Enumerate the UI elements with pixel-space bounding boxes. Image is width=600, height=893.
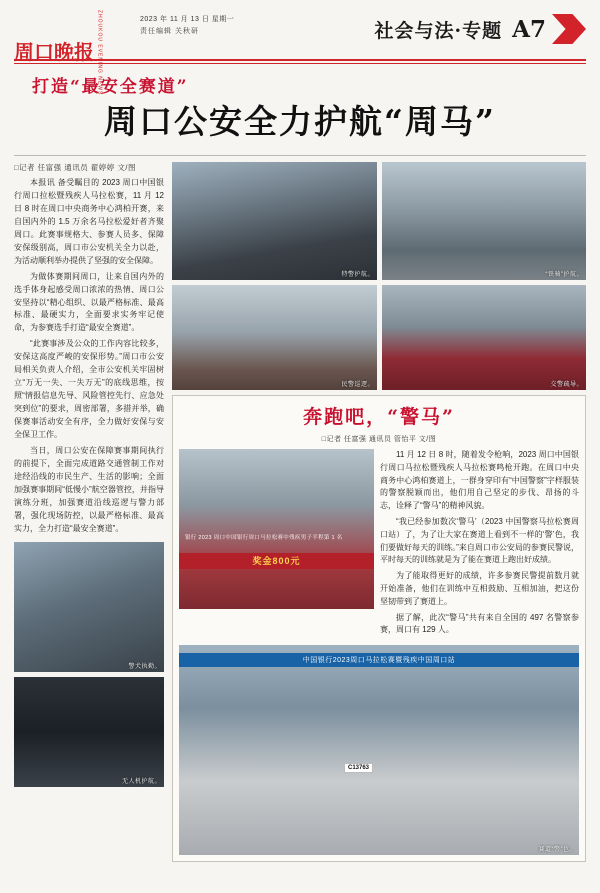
article-paragraph: 为做体赛期间周口，让来自国内外的选手体身起感受周口浓浓的热情、周口公安坚持以“精心组织、以最严格标准、最高标准、最硬实力，全面要求实务牢记使命，为参赛选手打造“最安全赛道”。: [14, 271, 164, 333]
photo-motorcycle-escort: [382, 162, 586, 280]
article-byline: □记者 任富强 通讯员 翟婷婷 文/图: [14, 162, 136, 172]
photo-caption: 无人机护航。: [121, 778, 161, 785]
right-column: [172, 162, 586, 862]
feature-paragraph: 据了解，此次“警马”共有来自全国的 497 名警察参赛，周口有 129 人。: [380, 612, 579, 635]
photo-caption: 特警护航。: [341, 271, 374, 278]
masthead-meta: [140, 10, 234, 38]
article-paragraph: “此赛事涉及公众的工作内容比较多，安保这高度严峻的安保形势。”周口市公安局相关负责人介绍，全市公安机关牢固树立“万无一失、一失万无”的底线思维，按照“情报信息先导、风险管控先行、应急处突到位”的要求，周密部署，多措并举，确保赛事活动安全有序，全力做好安保与安全保卫工作。: [14, 339, 164, 440]
award-prize-badge: 奖金800元: [179, 553, 374, 569]
newspaper-logo: [14, 10, 134, 95]
publication-date: 2023 年 11 月 13 日 星期一: [140, 16, 235, 23]
logo-subtitle: ZHOUKOU EVENING NEWS: [96, 10, 103, 96]
photo-caption: “铁骑”护航。: [545, 271, 583, 278]
photo-row-second: [172, 285, 586, 390]
headline-kicker: 打造“最安全赛道”: [32, 77, 189, 97]
feature-mid-row: [179, 449, 579, 640]
headline-divider: [14, 155, 586, 156]
feature-title: 奔跑吧，“警马”: [303, 405, 455, 428]
photo-police-vehicle-line: [172, 162, 377, 280]
masthead-section: [375, 10, 586, 44]
content-area: [14, 162, 586, 862]
photo-police-dog: [14, 542, 164, 672]
photo-traffic-banner: [382, 285, 586, 390]
article-paragraph: 本报讯 备受瞩目的 2023 周口中国银行周口拉松暨残疾人马拉松赛，11 月 12 日 8 时在周口中央商务中心鸿柏开赛，来自国内外的 1.5 万余名马拉松爱好者齐聚周口。此赛事规格大、参赛人员多、保障安保级别高，周口市公安机关全力以赴，为活动顺利举办提供了坚强的安全保障。: [14, 177, 164, 265]
photo-caption: 交警疏导。: [550, 381, 583, 388]
photo-marathon-runners: [179, 645, 579, 855]
photo-caption: 赛道“警”色。: [538, 846, 576, 853]
feature-article: [172, 395, 586, 862]
article-body: [14, 177, 164, 536]
logo-title: 周口晚报: [14, 40, 94, 65]
arch-banner-text: 中国银行2023周口马拉松赛暨残疾中国周口站: [179, 653, 579, 667]
article-paragraph: 当日，周口公安在保障赛事期间执行的前提下，全面完成道路交通管制工作对途经沿线的市民生产、生活的影响；全面加强赛事期间“低慢小”航空器管控，并指导演练分班，加强赛道沿线巡逻与警力部署，强化现场防控，以最严格标准、最高实力，全力打造“最安全赛道”。: [14, 446, 164, 533]
feature-paragraph: 为了能取得更好的成绩，许多参赛民警提前数月就开始准备，他们在训练中互相鼓励、互相加油，把这份坚韧带到了赛道上。: [380, 571, 579, 606]
feature-paragraph: 11 月 12 日 8 时，随着发令枪响，2023 周口中国银行周口马拉松暨残疾人马拉松赛鸣枪开跑。在周口中央商务中心鸿柏赛道上，一群身穿印有“中国警察”字样服装的警察脱颖而出，他们用自己坚定的步伐、昂扬的斗志，诠释了“警马”的精神风貌。: [380, 449, 579, 511]
photo-caption: 民警巡逻。: [341, 381, 374, 388]
page-title: 周口公安全力护航“周马”: [104, 102, 496, 141]
photo-award-ceremony: [179, 449, 374, 609]
photo-night-patrol: [14, 677, 164, 787]
left-column: [14, 162, 164, 862]
arrow-icon: [552, 14, 586, 44]
photo-crowd-scene: [172, 285, 377, 390]
responsible-editor: 责任编辑 关秋研: [140, 27, 199, 35]
feature-paragraph: “我已经参加数次‘警马’（2023 中国警察马拉松赛周口站）了，为了让大家在赛道上看到不一样的‘警’色，我们要做好每天的训练。”来自周口市公安局的参赛民警说，平时每天的训练就是为了能在赛道上跑出好成绩。: [380, 516, 579, 565]
feature-byline: □记者 任富强 通讯员 管怡平 文/图: [321, 435, 437, 443]
runner-bib-number: C13763: [344, 763, 373, 773]
award-banner-text: 银行 2023 周口中国银行周口马拉松赛中残疾男子半程第 1 名: [185, 534, 343, 541]
photo-row-top: [172, 162, 586, 280]
feature-body: [380, 449, 579, 640]
page-number: A7: [512, 15, 546, 43]
section-name: 社会与法·专题: [374, 19, 503, 42]
photo-caption: 警犬执勤。: [128, 663, 161, 670]
